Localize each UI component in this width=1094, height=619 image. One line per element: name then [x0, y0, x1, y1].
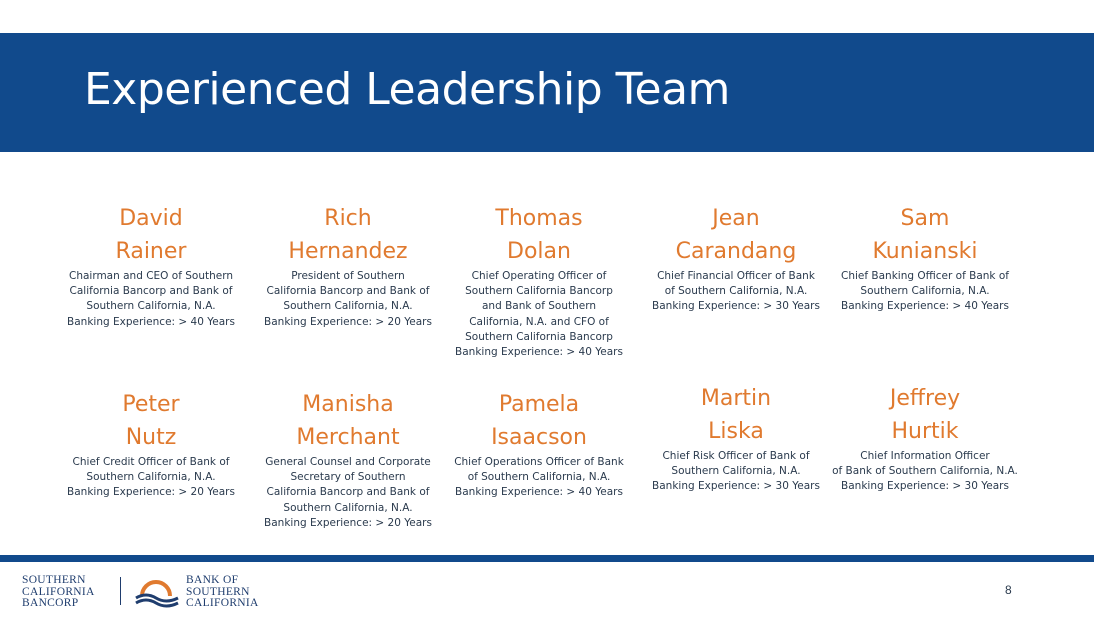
logo-scb-line: BANCORP	[22, 597, 79, 609]
team-member-card	[636, 202, 836, 315]
team-member-name-line: Hernandez	[288, 239, 408, 264]
team-member-description-line: Banking Experience: > 20 Years	[264, 315, 432, 328]
team-member-description-line: Southern California, N.A.	[86, 300, 216, 313]
team-member-card	[636, 382, 836, 495]
team-member-description-line: Banking Experience: > 20 Years	[67, 486, 235, 499]
team-member-name-line: Pamela	[498, 392, 580, 417]
team-member-card	[825, 202, 1025, 315]
team-member-name-line: Jean	[712, 206, 760, 231]
team-member-name	[825, 382, 1025, 448]
team-member-card	[825, 382, 1025, 495]
footer-bar	[0, 555, 1094, 562]
team-member-description-line: of Bank of Southern California, N.A.	[832, 465, 1018, 478]
team-member-description-line: California Bancorp and Bank of	[266, 285, 430, 298]
logo-bosc-line: BANK OF	[186, 574, 239, 586]
team-member-name	[248, 202, 448, 268]
team-member-name	[51, 202, 251, 268]
team-member-card	[248, 202, 448, 330]
team-member-name	[636, 382, 836, 448]
team-member-description	[825, 269, 1025, 315]
team-member-name-line: Sam	[900, 206, 950, 231]
southern-california-bancorp-logo	[22, 575, 112, 607]
team-member-name-line: Hurtik	[891, 419, 959, 444]
team-member-description-line: Banking Experience: > 40 Years	[67, 315, 235, 328]
team-member-name	[439, 388, 639, 454]
team-member-name-line: David	[119, 206, 183, 231]
team-member-description-line: Secretary of Southern	[290, 471, 406, 484]
team-member-name-line: Peter	[122, 392, 180, 417]
team-member-description-line: Banking Experience: > 40 Years	[455, 346, 623, 359]
team-member-name	[636, 202, 836, 268]
team-member-description-line: Southern California Bancorp	[465, 330, 613, 343]
bank-of-southern-california-logo	[186, 575, 259, 610]
logo-bosc-line: CALIFORNIA	[186, 597, 259, 609]
team-member-card	[51, 202, 251, 330]
team-member-description	[51, 455, 251, 501]
bank-sun-wave-icon	[134, 574, 184, 608]
team-member-card	[51, 388, 251, 501]
team-member-description	[248, 455, 448, 531]
team-member-name-line: Carandang	[675, 239, 797, 264]
team-member-description-line: of Southern California, N.A.	[664, 285, 808, 298]
team-member-description	[636, 449, 836, 495]
team-member-description	[51, 269, 251, 330]
team-member-description-line: Southern California, N.A.	[86, 471, 216, 484]
team-member-description-line: California Bancorp and Bank of	[69, 285, 233, 298]
team-member-description-line: and Bank of Southern	[481, 300, 597, 313]
logo-scb-line: SOUTHERN	[22, 574, 86, 586]
page-title: Experienced Leadership Team	[84, 64, 730, 115]
team-member-description-line: Chief Operations Officer of Bank	[454, 456, 624, 468]
team-member-description	[248, 269, 448, 330]
team-member-card	[439, 388, 639, 501]
team-member-description-line: President of Southern	[291, 270, 405, 282]
team-member-name-line: Kunianski	[872, 239, 978, 264]
team-member-description-line: Banking Experience: > 30 Years	[652, 300, 820, 313]
team-member-name-line: Merchant	[296, 425, 400, 450]
team-member-name-line: Jeffrey	[889, 386, 961, 411]
team-member-name	[51, 388, 251, 454]
team-member-name	[825, 202, 1025, 268]
team-member-description	[825, 449, 1025, 495]
team-member-name-line: Thomas	[495, 206, 583, 231]
logo-scb-line: CALIFORNIA	[22, 585, 95, 598]
team-member-description-line: Chief Risk Officer of Bank of	[662, 450, 810, 462]
team-member-description-line: Banking Experience: > 20 Years	[264, 516, 432, 529]
logo-bosc-line: SOUTHERN	[186, 585, 250, 598]
team-member-name	[439, 202, 639, 268]
team-member-description-line: of Southern California, N.A.	[467, 471, 611, 484]
team-member-description	[439, 269, 639, 360]
team-member-description-line: California Bancorp and Bank of	[266, 486, 430, 499]
page-number: 8	[1005, 583, 1012, 597]
team-member-description-line: Southern California, N.A.	[283, 501, 413, 514]
team-member-name-line: Rich	[324, 206, 372, 231]
team-member-description-line: Southern California, N.A.	[860, 285, 990, 298]
team-member-description-line: Banking Experience: > 30 Years	[652, 480, 820, 493]
team-member-name	[248, 388, 448, 454]
team-member-description-line: Chairman and CEO of Southern	[68, 270, 233, 282]
team-member-description-line: Banking Experience: > 40 Years	[455, 486, 623, 499]
team-member-name-line: Isaacson	[491, 425, 587, 450]
team-member-card	[248, 388, 448, 531]
team-member-name-line: Dolan	[507, 239, 571, 264]
team-member-description-line: Chief Credit Officer of Bank of	[72, 456, 230, 468]
team-member-description-line: Chief Financial Officer of Bank	[657, 270, 815, 282]
team-member-description	[636, 269, 836, 315]
logo-divider	[120, 577, 121, 605]
team-member-name-line: Manisha	[302, 392, 394, 417]
team-member-description-line: Chief Information Officer	[860, 450, 990, 462]
team-member-card	[439, 202, 639, 360]
team-member-name-line: Nutz	[125, 425, 177, 450]
team-member-description-line: Southern California, N.A.	[671, 465, 801, 478]
team-member-description-line: General Counsel and Corporate	[265, 456, 431, 468]
team-member-description-line: Banking Experience: > 40 Years	[841, 300, 1009, 313]
team-member-description-line: Banking Experience: > 30 Years	[841, 480, 1009, 493]
team-member-description	[439, 455, 639, 501]
team-member-description-line: Chief Operating Officer of	[471, 270, 607, 282]
team-member-name-line: Rainer	[115, 239, 187, 264]
team-member-description-line: Southern California Bancorp	[465, 285, 613, 298]
team-member-name-line: Martin	[700, 386, 772, 411]
team-member-description-line: Southern California, N.A.	[283, 300, 413, 313]
team-member-description-line: California, N.A. and CFO of	[469, 315, 609, 328]
team-member-name-line: Liska	[708, 419, 764, 444]
team-member-description-line: Chief Banking Officer of Bank of	[841, 270, 1009, 282]
